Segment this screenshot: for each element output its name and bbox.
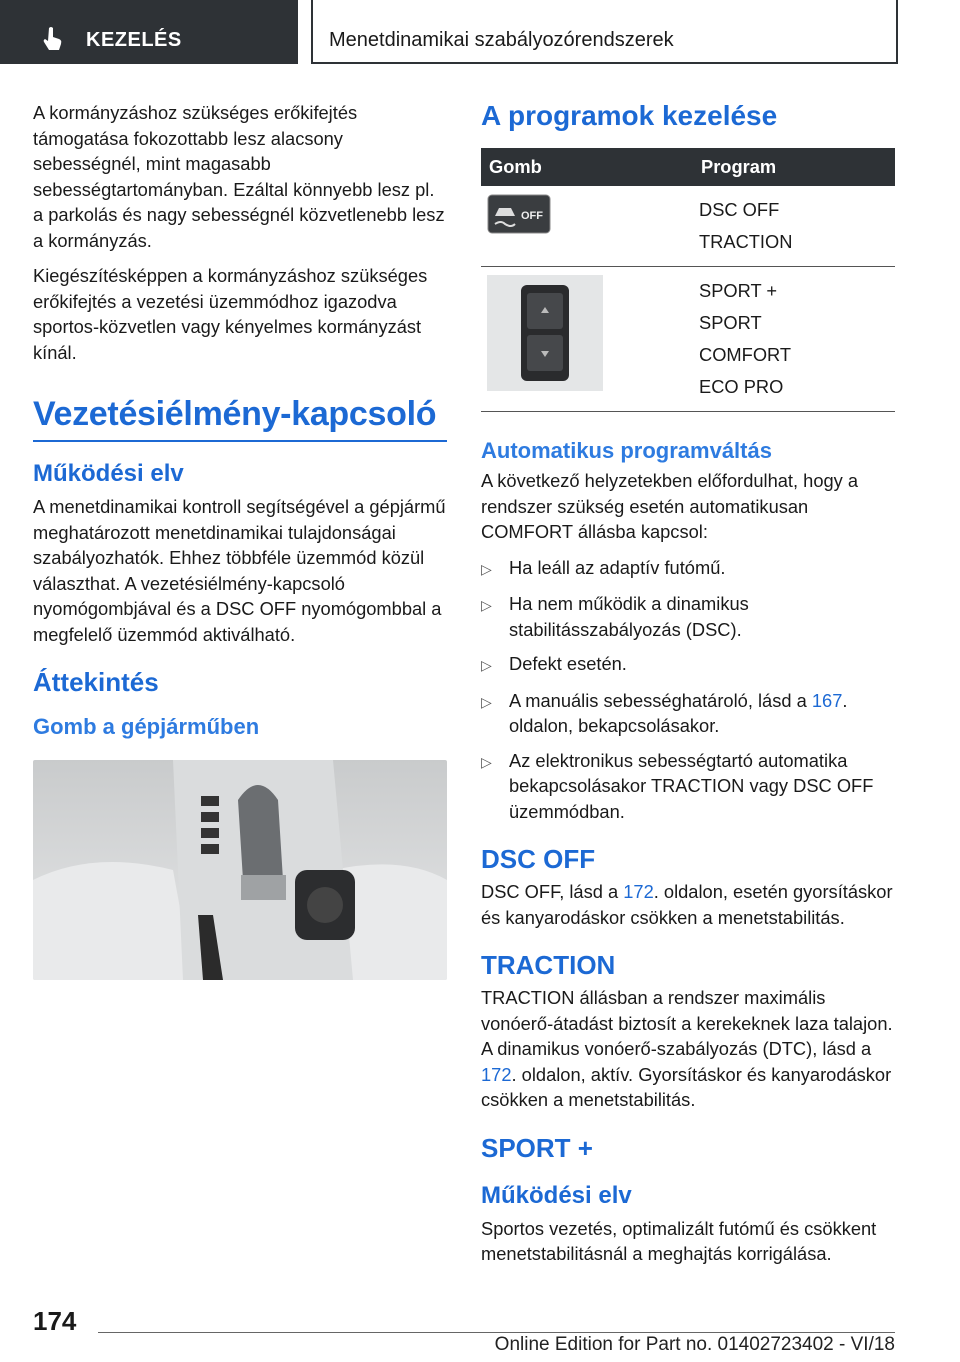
triangle-bullet-icon: ▷: [481, 560, 492, 577]
list-item: ▷ Defekt esetén.: [481, 651, 895, 679]
table-row: [481, 186, 895, 267]
paragraph: DSC OFF, lásd a 172. oldalon, esetén gyorsításkor és kanyarodáskor csökken a menetstabilitás.: [481, 881, 893, 928]
heading-main: Vezetésiélmény-kapcsoló: [33, 395, 447, 442]
heading-sport-plus: SPORT +: [481, 1132, 593, 1163]
heading-overview: Áttekintés: [33, 667, 159, 697]
heading-principle: Működési elv: [33, 460, 184, 487]
program-name: ECO PRO: [699, 376, 784, 397]
left-column: [33, 100, 447, 985]
driving-experience-switch-icon[interactable]: [487, 275, 603, 391]
paragraph: Kiegészítésképpen a kormányzáshoz szükséges erőkifejtés a vezetési üzemmódhoz igazodva sportos-közvetlen vagy kényelmes kormányzást kínál.: [33, 265, 428, 363]
program-name: COMFORT: [699, 344, 792, 365]
list-item: ▷ A manuális sebességhatároló, lásd a 167. oldalon, bekapcsolásakor.: [481, 688, 895, 739]
hand-pointer-icon: [42, 26, 64, 52]
paragraph: Sportos vezetés, optimalizált futómű és csökkent menetstabilitásnál a meghajtás korrigálása.: [481, 1217, 877, 1264]
table-header-button: Gomb: [481, 148, 693, 186]
triangle-bullet-icon: ▷: [481, 693, 492, 710]
footer-divider: [98, 1332, 895, 1333]
heading-auto-change: Automatikus programváltás: [481, 438, 772, 463]
paragraph: A menetdinamikai kontroll segítségével a gépjármű meghatározott menetdinamikai tulajdonságai szabályozhatók. Ehhez többféle üzemmód közül választhat. A vezetésiélmény-kapcsoló nyomógombjával és a DSC OFF nyomógombbal a megfelelő üzemmód aktiválható.: [33, 496, 446, 645]
section-label: KEZELÉS: [86, 29, 182, 51]
page-number: 174: [33, 1306, 77, 1336]
triangle-bullet-icon: ▷: [481, 657, 492, 673]
programs-table: [481, 148, 895, 412]
list-item: ▷ Ha leáll az adaptív futómű.: [481, 555, 895, 583]
heading-principle: Működési elv: [481, 1181, 632, 1209]
section-tab[interactable]: [0, 0, 298, 64]
chapter-tab: [311, 0, 898, 64]
heading-dsc-off: DSC OFF: [481, 844, 596, 874]
center-console-image: [33, 760, 447, 980]
list-item: ▷ Ha nem működik a dinamikus stabilitásszabályozás (DSC).: [481, 591, 895, 642]
edition-text: Online Edition for Part no. 01402723402 - VI/18: [494, 1334, 895, 1355]
chapter-title: Menetdinamikai szabályozórendszerek: [329, 29, 674, 51]
page-link[interactable]: 167: [811, 689, 843, 711]
page-header: [0, 0, 960, 66]
program-name: DSC OFF: [699, 199, 780, 220]
triangle-bullet-icon: ▷: [481, 597, 492, 613]
list-item: ▷ Az elektronikus sebességtartó automatika bekapcsolásakor TRACTION vagy DSC OFF üzemmódban.: [481, 748, 895, 825]
heading-traction: TRACTION: [481, 950, 616, 980]
paragraph: TRACTION állásban a rendszer maximális vonóerő-átadást biztosít a kerekeknek laza talajon. A dinamikus vonóerő-szabályozás (DTC), lásd a 172. oldalon, aktív. Gyorsításkor és kanyarodáskor csökken a menetstabilitás.: [481, 987, 893, 1110]
paragraph: A következő helyzetekben előfordulhat, hogy a rendszer szükség esetén automatikusan COMFORT állásba kapcsol:: [481, 470, 859, 542]
right-column: [481, 100, 895, 1277]
dsc-off-button-icon[interactable]: [487, 194, 551, 234]
program-name: SPORT: [699, 312, 762, 333]
heading-button-in-vehicle: Gomb a gépjárműben: [33, 714, 260, 739]
heading-programs: A programok kezelése: [481, 100, 778, 131]
table-row: [481, 267, 895, 412]
program-name: SPORT +: [699, 280, 778, 301]
svg-text:OFF: OFF: [521, 210, 543, 222]
paragraph: A kormányzáshoz szükséges erőkifejtés támogatása fokozottabb lesz alacsony sebességnél, mint magasabb sebességtartományban. Ezáltal könnyebb lesz pl. a parkolás és nagy sebességnél közvetlenebb lesz a kormányzás.: [33, 102, 445, 251]
page-footer: [33, 1296, 895, 1356]
program-name: TRACTION: [699, 231, 793, 252]
table-header-program: Program: [693, 148, 895, 186]
triangle-bullet-icon: ▷: [481, 753, 492, 770]
page-link[interactable]: 172: [623, 881, 654, 902]
page-link[interactable]: 172: [481, 1063, 512, 1085]
